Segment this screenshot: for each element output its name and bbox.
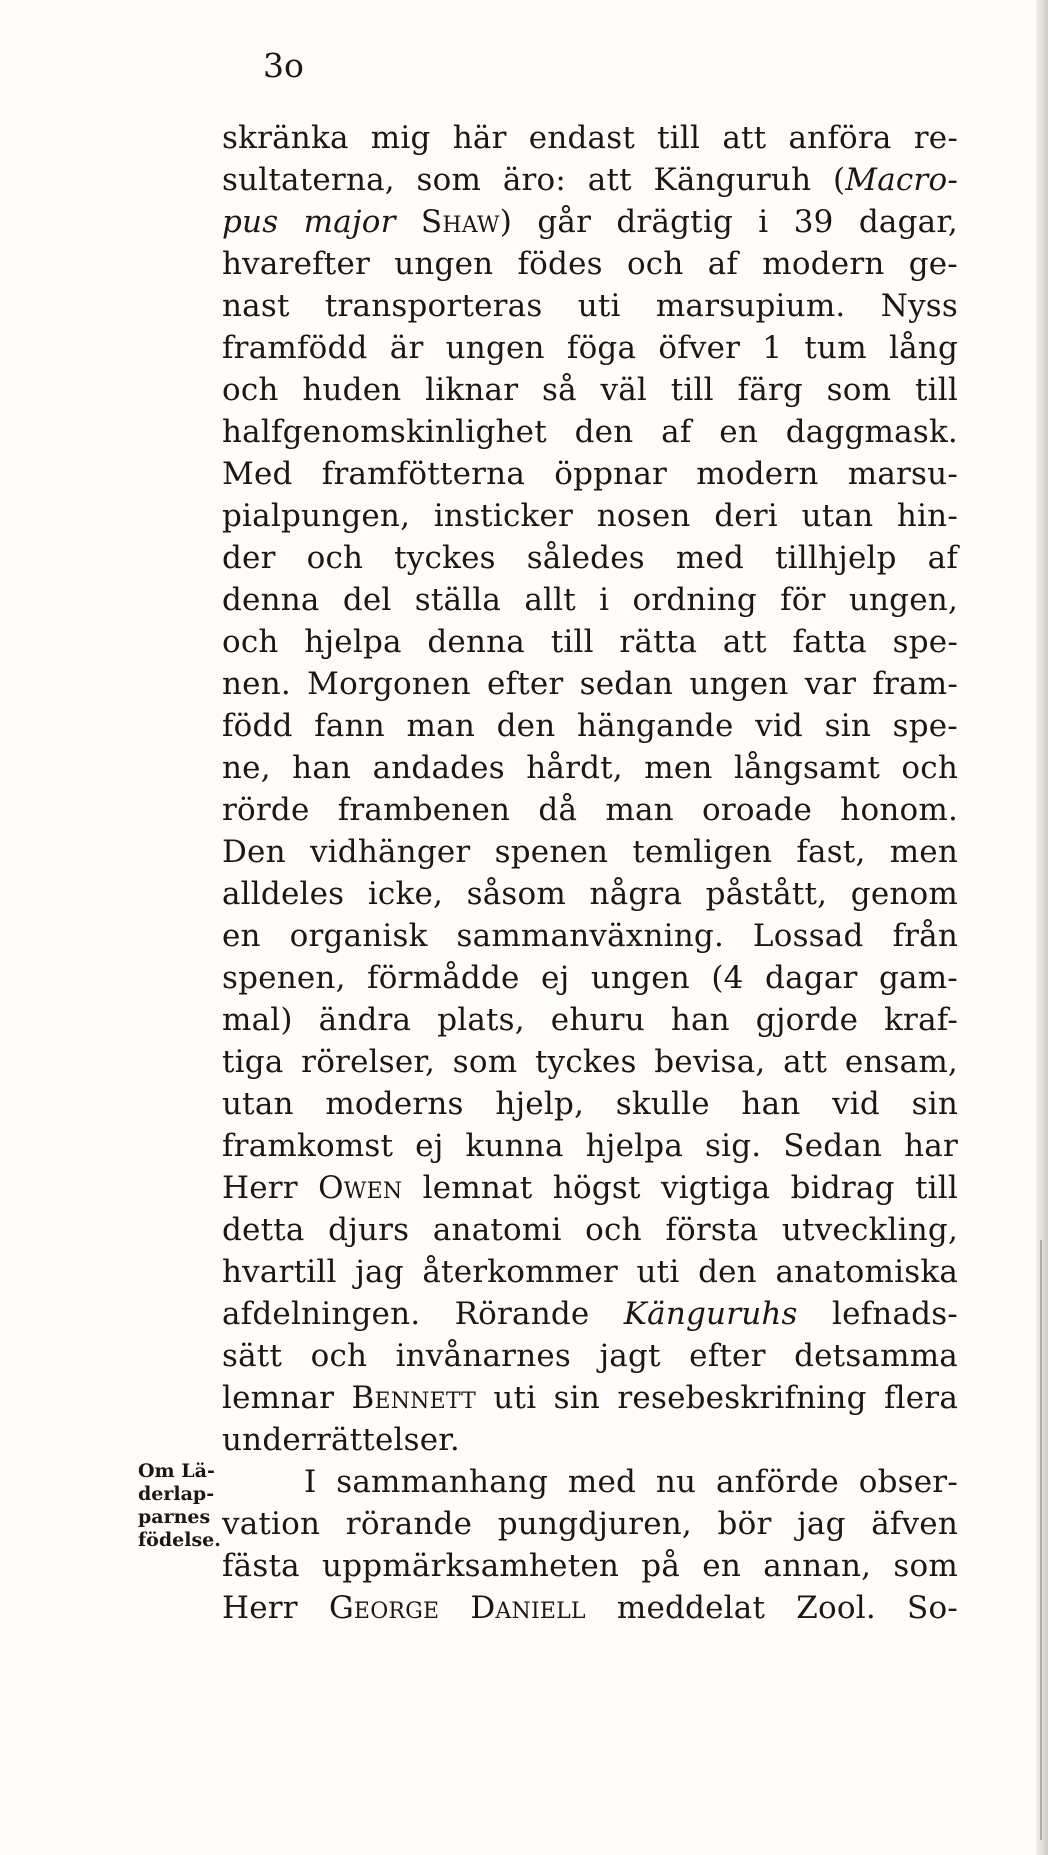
body-text xyxy=(222,117,958,1629)
text-run: tiga rörelser, som tyckes bevisa, att ensam, xyxy=(222,1044,958,1080)
text-line xyxy=(222,453,958,495)
text-run: George Daniell xyxy=(328,1590,586,1626)
text-line xyxy=(222,411,958,453)
text-run: mal) ändra plats, ehuru han gjorde kraf- xyxy=(222,1002,958,1038)
text-run: hvartill jag återkommer uti den anatomiska xyxy=(222,1254,958,1290)
text-line xyxy=(222,369,958,411)
text-line xyxy=(222,579,958,621)
text-line xyxy=(222,747,958,789)
marginal-note xyxy=(138,1460,221,1552)
marginal-note-line: derlap- xyxy=(138,1483,215,1505)
text-run: född fann man den hängande vid sin spe- xyxy=(222,708,958,744)
text-line xyxy=(222,1041,958,1083)
text-line xyxy=(222,1083,958,1125)
text-run: framfödd är ungen föga öfver 1 tum lång xyxy=(222,330,958,366)
text-run: nen. Morgonen efter sedan ungen var fram- xyxy=(222,666,958,702)
text-line xyxy=(222,495,958,537)
text-line xyxy=(222,957,958,999)
text-run: pus major xyxy=(222,204,396,240)
text-line xyxy=(222,1293,958,1335)
marginal-note-line: Om Lä- xyxy=(138,1460,215,1482)
text-line xyxy=(222,201,958,243)
text-run: Den vidhänger spenen temligen fast, men xyxy=(222,834,958,870)
text-line xyxy=(222,999,958,1041)
text-run: I sammanhang med nu anförde obser- xyxy=(304,1464,958,1500)
text-run: afdelningen. Rörande xyxy=(222,1296,624,1332)
text-line xyxy=(222,915,958,957)
text-line xyxy=(222,1377,958,1419)
text-run: pialpungen, insticker nosen deri utan hin- xyxy=(222,498,958,534)
text-run: alldeles icke, såsom några påstått, genom xyxy=(222,876,958,912)
text-run: lefnads- xyxy=(797,1296,958,1332)
text-line xyxy=(222,621,958,663)
text-line xyxy=(222,117,958,159)
text-run: uti sin resebeskrifning flera xyxy=(476,1380,958,1416)
text-run: lemnar xyxy=(222,1380,352,1416)
text-line xyxy=(222,1503,958,1545)
text-line xyxy=(222,1545,958,1587)
text-run: spenen, förmådde ej ungen (4 dagar gam- xyxy=(222,960,958,996)
text-run: Herr xyxy=(222,1170,319,1206)
text-run: och huden liknar så väl till färg som till xyxy=(222,372,958,408)
text-line xyxy=(222,1335,958,1377)
text-run: vation rörande pungdjuren, bör jag äfven xyxy=(222,1506,958,1542)
marginal-note-line: parnes xyxy=(138,1506,211,1528)
text-line xyxy=(222,1419,958,1461)
text-run: der och tyckes således med tillhjelp af xyxy=(222,540,958,576)
text-run: lemnat högst vigtiga bidrag till xyxy=(402,1170,958,1206)
text-line xyxy=(222,831,958,873)
text-line xyxy=(222,789,958,831)
text-line xyxy=(222,159,958,201)
text-run xyxy=(396,204,421,240)
text-run: halfgenomskinlighet den af en daggmask. xyxy=(222,414,958,450)
page-edge-line xyxy=(1040,1240,1042,1840)
text-run: Owen xyxy=(318,1170,403,1206)
text-run: nast transporteras uti marsupium. Nyss xyxy=(222,288,958,324)
text-run: detta djurs anatomi och första utveckling, xyxy=(222,1212,958,1248)
text-run: fästa uppmärksamheten på en annan, som xyxy=(222,1548,958,1584)
text-line xyxy=(222,663,958,705)
text-run: utan moderns hjelp, skulle han vid sin xyxy=(222,1086,958,1122)
text-run: Macro- xyxy=(845,162,958,198)
text-run: Herr xyxy=(222,1590,329,1626)
text-line xyxy=(222,1587,958,1629)
text-run: Med framfötterna öppnar modern marsu- xyxy=(222,456,958,492)
text-line xyxy=(222,1167,958,1209)
text-run: ne, han andades hårdt, men långsamt och xyxy=(222,750,958,786)
text-run: Bennett xyxy=(351,1380,477,1416)
text-run: ) går drägtig i 39 dagar, xyxy=(499,204,958,240)
marginal-note-line: födelse. xyxy=(138,1529,221,1551)
text-run: underrättelser. xyxy=(222,1422,460,1458)
text-run: en organisk sammanväxning. Lossad från xyxy=(222,918,958,954)
text-run: sultaterna, som äro: att Känguruh ( xyxy=(222,162,846,198)
text-run: hvarefter ungen födes och af modern ge- xyxy=(222,246,958,282)
text-line xyxy=(222,327,958,369)
text-line xyxy=(222,1251,958,1293)
text-line xyxy=(222,243,958,285)
text-run: skränka mig här endast till att anföra re- xyxy=(222,120,958,156)
text-run: sätt och invånarnes jagt efter detsamma xyxy=(222,1338,958,1374)
page-number: 3o xyxy=(263,46,304,85)
text-line xyxy=(222,1209,958,1251)
text-line xyxy=(222,1125,958,1167)
page-edge xyxy=(1036,0,1048,1855)
text-line xyxy=(222,705,958,747)
text-line xyxy=(222,873,958,915)
text-line xyxy=(222,285,958,327)
text-run: och hjelpa denna till rätta att fatta spe- xyxy=(222,624,958,660)
text-run: framkomst ej kunna hjelpa sig. Sedan har xyxy=(222,1128,958,1164)
text-line xyxy=(222,1461,958,1503)
text-line xyxy=(222,537,958,579)
text-run: Shaw xyxy=(420,204,500,240)
text-run: rörde frambenen då man oroade honom. xyxy=(222,792,958,828)
text-run: denna del ställa allt i ordning för ungen, xyxy=(222,582,958,618)
text-run: meddelat Zool. So- xyxy=(585,1590,958,1626)
text-run: Känguruhs xyxy=(623,1296,798,1332)
